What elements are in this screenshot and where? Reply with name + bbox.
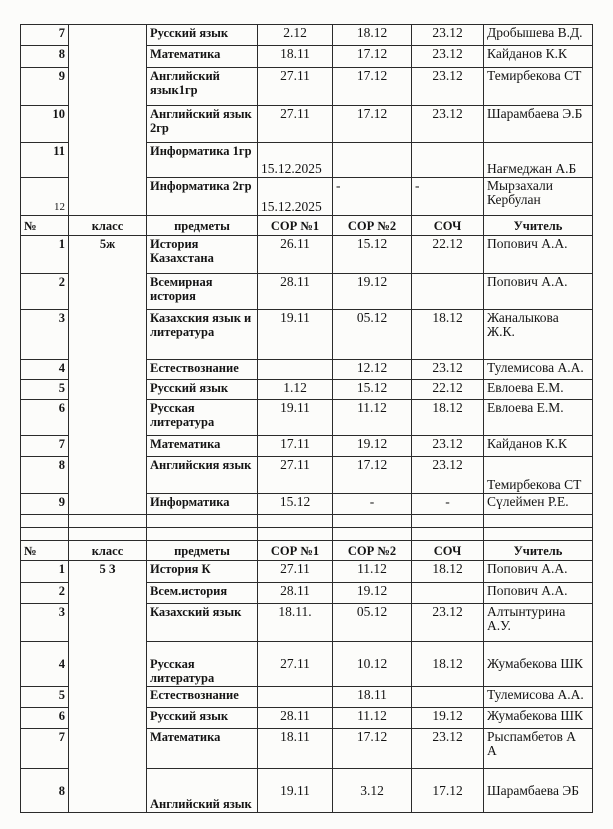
- row-number: 5: [21, 687, 69, 708]
- sor2-cell: 10.12: [333, 642, 412, 687]
- teacher-cell: Сүлеймен Р.Е.: [484, 494, 593, 515]
- teacher-cell: Попович А.А.: [484, 274, 593, 310]
- subject-cell: Русский язык: [147, 708, 258, 729]
- class-name: 5 З: [69, 561, 147, 813]
- header-subject: предметы: [147, 541, 258, 561]
- sor1-cell: 2.12: [258, 25, 333, 46]
- sor1-cell: 28.11: [258, 583, 333, 604]
- sor2-cell: 11.12: [333, 400, 412, 436]
- soch-cell: 23.12: [412, 604, 484, 642]
- teacher-cell: Попович А.А.: [484, 583, 593, 604]
- row-number: 4: [21, 642, 69, 687]
- row-number: 4: [21, 360, 69, 380]
- sor1-cell: 19.11: [258, 310, 333, 360]
- soch-cell: 17.12: [412, 769, 484, 813]
- header-row: [21, 541, 593, 561]
- sor1-cell: 19.11: [258, 400, 333, 436]
- header-class: класс: [69, 216, 147, 236]
- sor2-cell: 19.12: [333, 274, 412, 310]
- row-number: 6: [21, 400, 69, 436]
- sor2-cell: 17.12: [333, 106, 412, 143]
- subject-cell: Русский язык: [147, 380, 258, 400]
- sor1-cell: 15.12.2025: [258, 178, 333, 216]
- sor1-cell: 27.11: [258, 106, 333, 143]
- row-number: 9: [21, 494, 69, 515]
- header-num: №: [21, 216, 69, 236]
- soch-cell: 23.12: [412, 46, 484, 68]
- header-sor1: СОР №1: [258, 541, 333, 561]
- schedule-table: [20, 24, 593, 813]
- table-row: [21, 561, 593, 583]
- header-subject: предметы: [147, 216, 258, 236]
- sor1-cell: 27.11: [258, 457, 333, 494]
- teacher-cell: Шарамбаева ЭБ: [484, 769, 593, 813]
- sor2-cell: 11.12: [333, 561, 412, 583]
- row-number: 8: [21, 457, 69, 494]
- sor2-cell: 15.12: [333, 380, 412, 400]
- soch-cell: 22.12: [412, 380, 484, 400]
- sor2-cell: 19.12: [333, 436, 412, 457]
- row-number: 6: [21, 708, 69, 729]
- subject-cell: Всемирная история: [147, 274, 258, 310]
- row-number: 1: [21, 561, 69, 583]
- subject-cell: Информатика 1гр: [147, 143, 258, 178]
- soch-cell: 23.12: [412, 436, 484, 457]
- row-number: 8: [21, 46, 69, 68]
- sor1-cell: 15.12.2025: [258, 143, 333, 178]
- soch-cell: 19.12: [412, 708, 484, 729]
- teacher-cell: Евлоева Е.М.: [484, 380, 593, 400]
- teacher-cell: Шарамбаева Э.Б: [484, 106, 593, 143]
- row-number: 10: [21, 106, 69, 143]
- sor2-cell: 18.11: [333, 687, 412, 708]
- row-number: 8: [21, 769, 69, 813]
- teacher-cell: Жаналыкова Ж.К.: [484, 310, 593, 360]
- header-num: №: [21, 541, 69, 561]
- sor1-cell: 27.11: [258, 68, 333, 106]
- teacher-cell: Тулемисова А.А.: [484, 360, 593, 380]
- header-row: [21, 216, 593, 236]
- teacher-cell: Евлоева Е.М.: [484, 400, 593, 436]
- subject-cell: Естествознание: [147, 360, 258, 380]
- row-number: 7: [21, 25, 69, 46]
- subject-cell: Математика: [147, 436, 258, 457]
- sor2-cell: 15.12: [333, 236, 412, 274]
- subject-cell: Русская литература: [147, 642, 258, 687]
- sor2-cell: 17.12: [333, 729, 412, 769]
- teacher-cell: Жумабекова ШК: [484, 708, 593, 729]
- teacher-cell: Темирбекова СТ: [484, 457, 593, 494]
- teacher-cell: Кайданов К.К: [484, 46, 593, 68]
- soch-cell: 23.12: [412, 729, 484, 769]
- sor2-cell: [333, 143, 412, 178]
- sor2-cell: 05.12: [333, 310, 412, 360]
- row-number: 2: [21, 583, 69, 604]
- sor2-cell: 11.12: [333, 708, 412, 729]
- soch-cell: 18.12: [412, 561, 484, 583]
- sor2-cell: 12.12: [333, 360, 412, 380]
- sor2-cell: 18.12: [333, 25, 412, 46]
- teacher-cell: Рыспамбетов А А: [484, 729, 593, 769]
- empty-row: [21, 528, 593, 541]
- row-number: 5: [21, 380, 69, 400]
- sor1-cell: 26.11: [258, 236, 333, 274]
- sor1-cell: 18.11: [258, 46, 333, 68]
- table-row: [21, 236, 593, 274]
- header-soch: СОЧ: [412, 216, 484, 236]
- row-number: 7: [21, 729, 69, 769]
- row-number: 3: [21, 604, 69, 642]
- soch-cell: 23.12: [412, 360, 484, 380]
- soch-cell: -: [412, 178, 484, 216]
- header-sor1: СОР №1: [258, 216, 333, 236]
- subject-cell: Казахский язык: [147, 604, 258, 642]
- sor2-cell: -: [333, 494, 412, 515]
- empty-row: [21, 515, 593, 528]
- subject-cell: Всем.история: [147, 583, 258, 604]
- row-number: 2: [21, 274, 69, 310]
- subject-cell: Английский язык1гр: [147, 68, 258, 106]
- sor1-cell: 19.11: [258, 769, 333, 813]
- soch-cell: 23.12: [412, 457, 484, 494]
- header-class: класс: [69, 541, 147, 561]
- subject-cell: Математика: [147, 46, 258, 68]
- soch-cell: 18.12: [412, 310, 484, 360]
- sor1-cell: 18.11: [258, 729, 333, 769]
- teacher-cell: Темирбекова СТ: [484, 68, 593, 106]
- teacher-cell: Попович А.А.: [484, 236, 593, 274]
- header-sor2: СОР №2: [333, 216, 412, 236]
- teacher-cell: Попович А.А.: [484, 561, 593, 583]
- sor1-cell: 18.11.: [258, 604, 333, 642]
- header-soch: СОЧ: [412, 541, 484, 561]
- sor1-cell: 17.11: [258, 436, 333, 457]
- teacher-cell: Дробышева В.Д.: [484, 25, 593, 46]
- subject-cell: Казахския язык и литература: [147, 310, 258, 360]
- soch-cell: 23.12: [412, 25, 484, 46]
- soch-cell: 18.12: [412, 400, 484, 436]
- header-teacher: Учитель: [484, 216, 593, 236]
- subject-cell: Русская литература: [147, 400, 258, 436]
- table-row: [21, 25, 593, 46]
- soch-cell: [412, 583, 484, 604]
- sor2-cell: 17.12: [333, 46, 412, 68]
- subject-cell: Информатика 2гр: [147, 178, 258, 216]
- row-number: 1: [21, 236, 69, 274]
- sor1-cell: 28.11: [258, 274, 333, 310]
- soch-cell: [412, 143, 484, 178]
- sor1-cell: 27.11: [258, 561, 333, 583]
- row-number: 7: [21, 436, 69, 457]
- subject-cell: Русский язык: [147, 25, 258, 46]
- sor2-cell: 05.12: [333, 604, 412, 642]
- soch-cell: 23.12: [412, 68, 484, 106]
- sor1-cell: 28.11: [258, 708, 333, 729]
- header-sor2: СОР №2: [333, 541, 412, 561]
- row-number: 9: [21, 68, 69, 106]
- row-number: 11: [21, 143, 69, 178]
- subject-cell: Английския язык: [147, 457, 258, 494]
- subject-cell: История К: [147, 561, 258, 583]
- header-teacher: Учитель: [484, 541, 593, 561]
- soch-cell: -: [412, 494, 484, 515]
- soch-cell: 22.12: [412, 236, 484, 274]
- row-number: 12: [21, 178, 69, 216]
- sor2-cell: 3.12: [333, 769, 412, 813]
- class-cell: [69, 25, 147, 216]
- subject-cell: Английский язык 2гр: [147, 106, 258, 143]
- sor2-cell: 19.12: [333, 583, 412, 604]
- soch-cell: 23.12: [412, 106, 484, 143]
- sor1-cell: 1.12: [258, 380, 333, 400]
- subject-cell: Английский язык: [147, 769, 258, 813]
- sor1-cell: 27.11: [258, 642, 333, 687]
- teacher-cell: Нағмеджан А.Б: [484, 143, 593, 178]
- subject-cell: Информатика: [147, 494, 258, 515]
- teacher-cell: Алтынтурина А.У.: [484, 604, 593, 642]
- teacher-cell: Мырзахали Кербулан: [484, 178, 593, 216]
- sor1-cell: 15.12: [258, 494, 333, 515]
- row-number: 3: [21, 310, 69, 360]
- sor1-cell: [258, 360, 333, 380]
- subject-cell: История Казахстана: [147, 236, 258, 274]
- sor2-cell: 17.12: [333, 68, 412, 106]
- sor2-cell: 17.12: [333, 457, 412, 494]
- subject-cell: Естествознание: [147, 687, 258, 708]
- teacher-cell: Тулемисова А.А.: [484, 687, 593, 708]
- soch-cell: 18.12: [412, 642, 484, 687]
- soch-cell: [412, 274, 484, 310]
- sor1-cell: [258, 687, 333, 708]
- teacher-cell: Кайданов К.К: [484, 436, 593, 457]
- class-name: 5ж: [69, 236, 147, 515]
- subject-cell: Математика: [147, 729, 258, 769]
- soch-cell: [412, 687, 484, 708]
- sor2-cell: -: [333, 178, 412, 216]
- teacher-cell: Жумабекова ШК: [484, 642, 593, 687]
